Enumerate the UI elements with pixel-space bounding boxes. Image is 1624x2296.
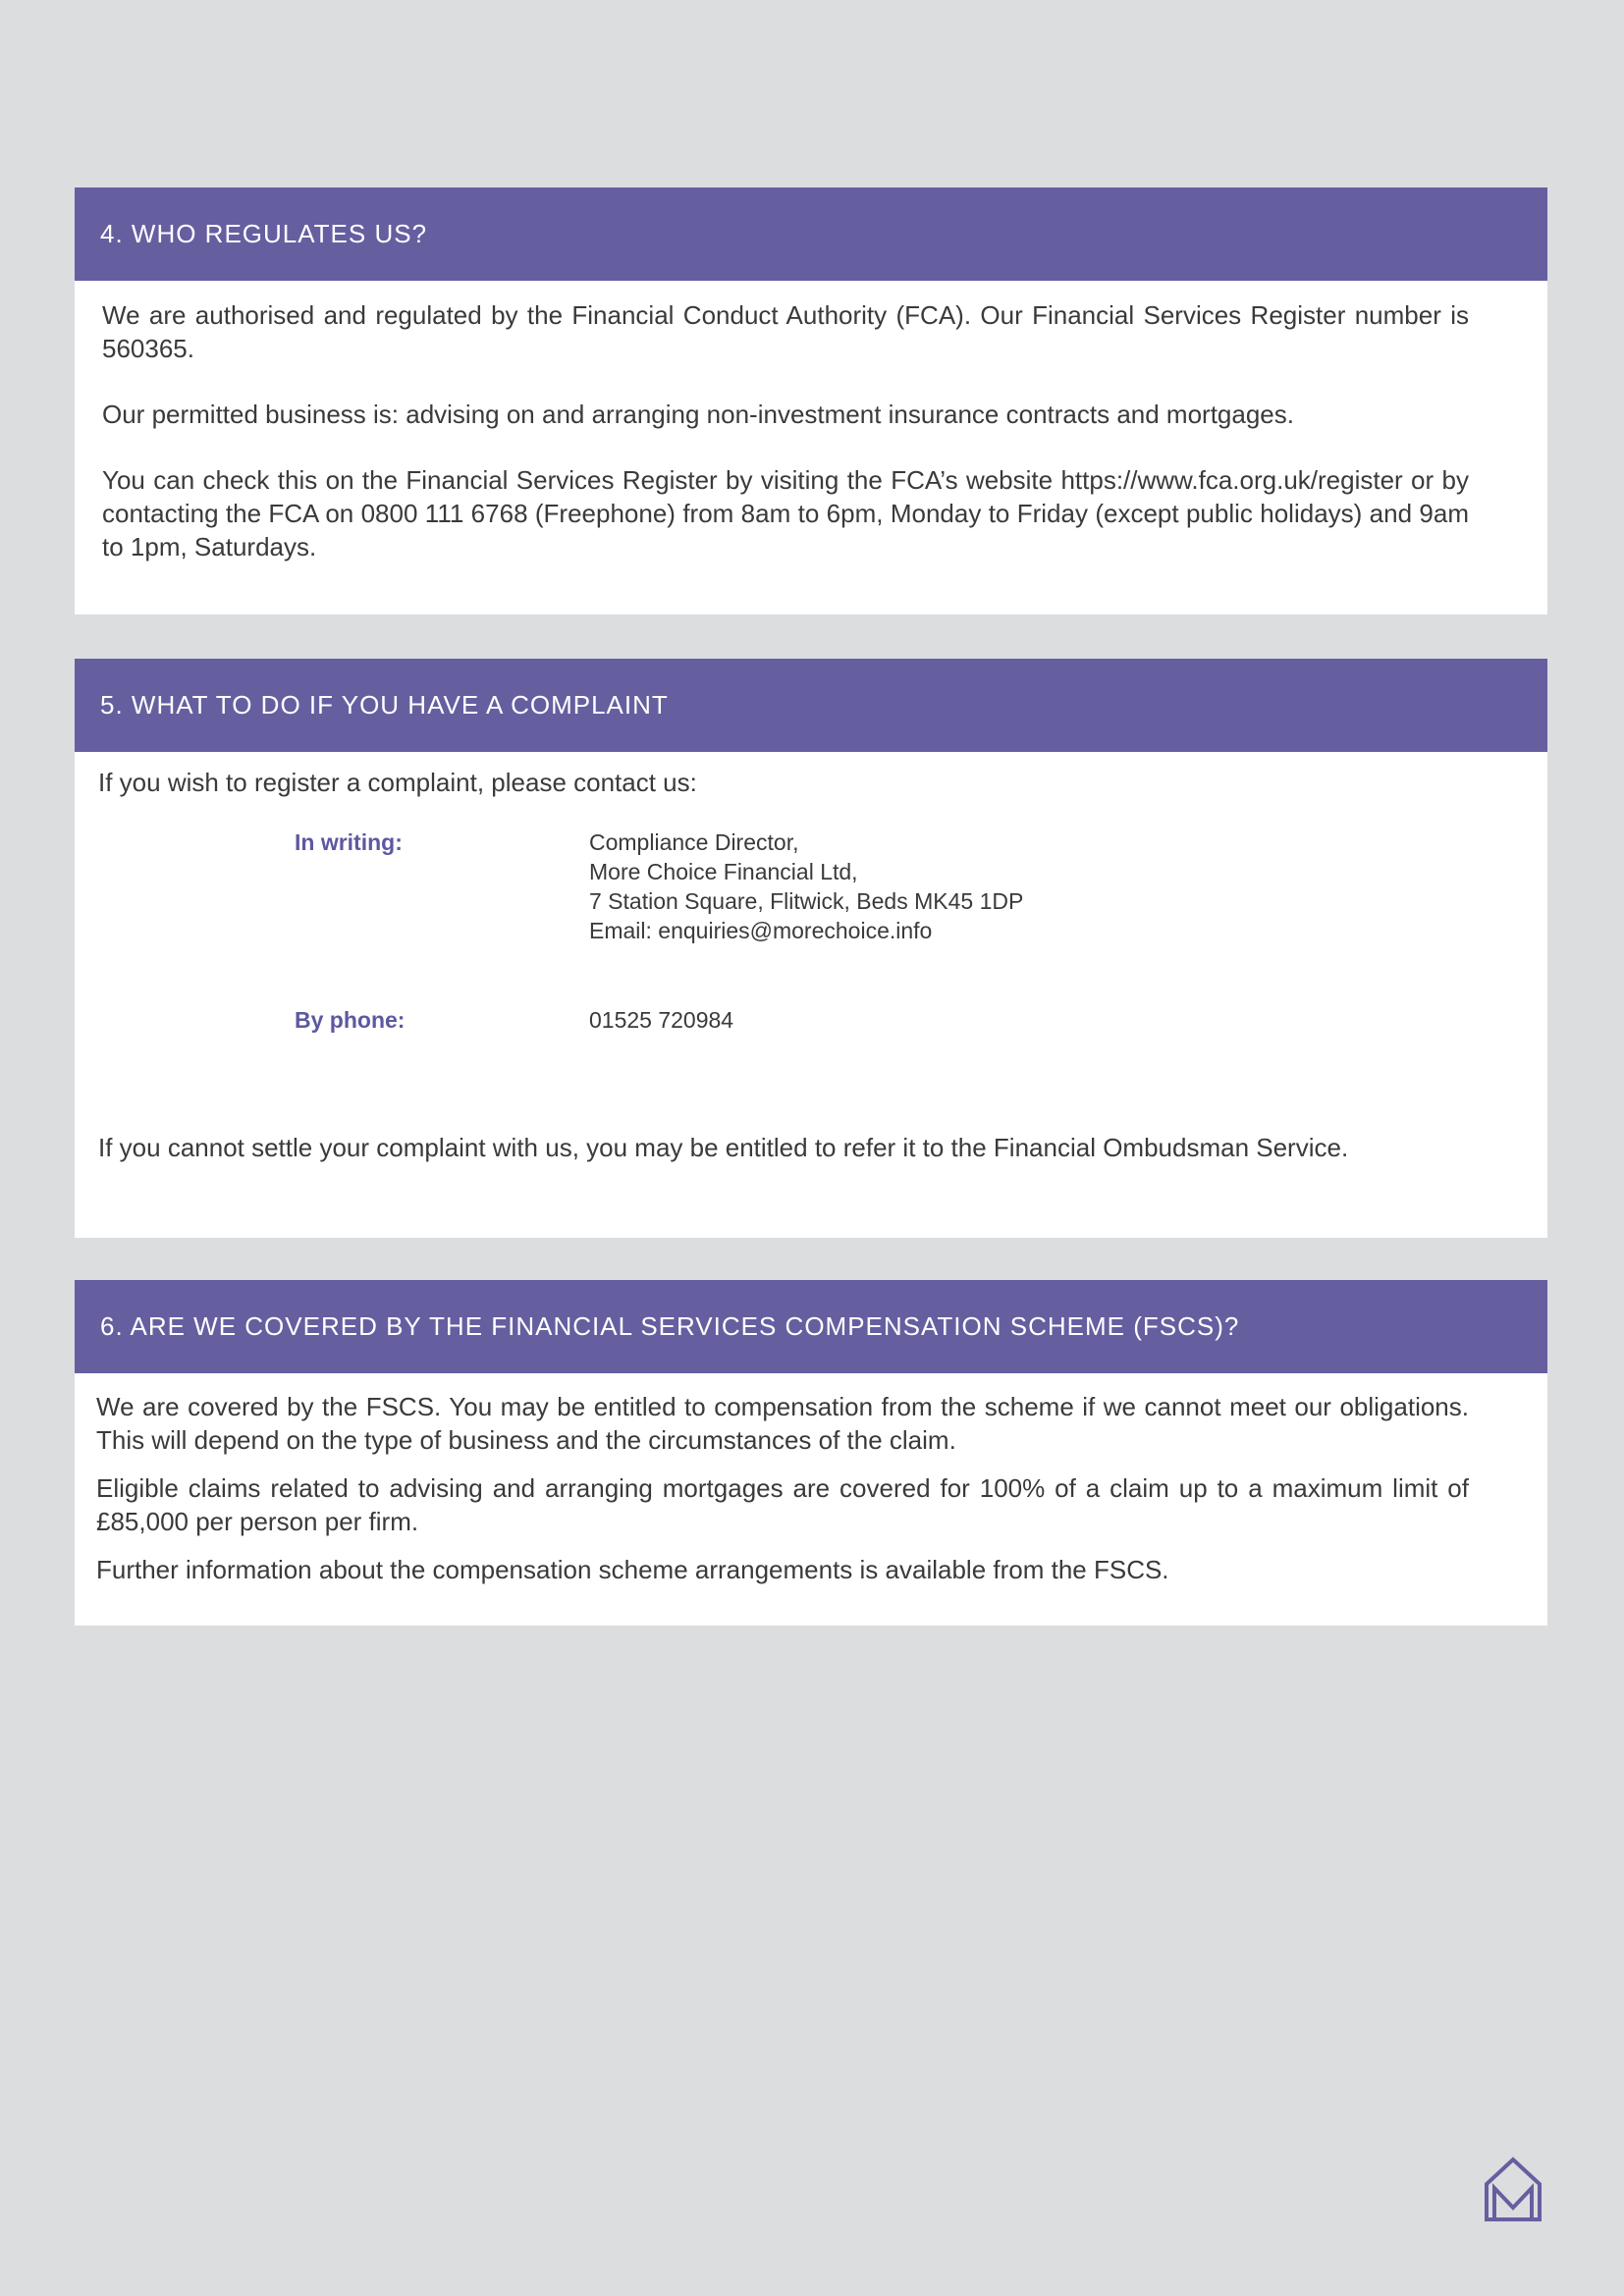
fscs-section <box>75 1280 1547 1626</box>
regulator-paragraph: Our permitted business is: advising on and arranging non-investment insurance contracts and mortgages. <box>102 400 1294 429</box>
address-line: 7 Station Square, Flitwick, Beds MK45 1DP <box>589 888 1024 914</box>
regulator-paragraph: You can check this on the Financial Services Register by visiting the FCA’s website https://www.fca.org.uk/register or by contacting the FCA on 0800 111 6768 (Freephone) from 8am to 6pm, Monday to Friday (except public holidays) and 9am to 1pm, Saturdays. <box>102 465 1469 561</box>
complaint-body <box>75 752 1547 1164</box>
address-line: More Choice Financial Ltd, <box>589 859 858 884</box>
complaint-intro: If you wish to register a complaint, please contact us: <box>98 768 697 797</box>
regulator-body <box>75 281 1547 563</box>
contact-phone-value: 01525 720984 <box>589 1007 734 1033</box>
address-line: Compliance Director, <box>589 829 799 855</box>
house-m-logo-icon <box>1483 2155 1543 2223</box>
contact-phone-label: By phone: <box>295 1007 406 1033</box>
complaint-outro: If you cannot settle your complaint with us, you may be entitled to refer it to the Financial Ombudsman Service. <box>98 1133 1349 1162</box>
email-line: Email: enquiries@morechoice.info <box>589 918 933 943</box>
complaint-heading: 5. WHAT TO DO IF YOU HAVE A COMPLAINT <box>75 659 1547 752</box>
contact-writing-row <box>295 828 1469 945</box>
fscs-paragraph: Further information about the compensation scheme arrangements is available from the FSCS. <box>96 1555 1169 1584</box>
complaint-section <box>75 659 1547 1238</box>
regulator-heading: 4. WHO REGULATES US? <box>75 187 1547 281</box>
regulator-paragraph: We are authorised and regulated by the Financial Conduct Authority (FCA). Our Financial Services Register number is 560365. <box>102 300 1469 363</box>
contact-phone-row <box>295 1005 1469 1035</box>
fscs-paragraph: Eligible claims related to advising and arranging mortgages are covered for 100% of a claim up to a maximum limit of £85,000 per person per firm. <box>96 1473 1469 1536</box>
fscs-body <box>75 1373 1547 1586</box>
fscs-heading: 6. ARE WE COVERED BY THE FINANCIAL SERVICES COMPENSATION SCHEME (FSCS)? <box>75 1280 1547 1373</box>
contact-address <box>589 828 1023 945</box>
contact-writing-label: In writing: <box>295 829 403 855</box>
regulator-section <box>75 187 1547 614</box>
fscs-paragraph: We are covered by the FSCS. You may be entitled to compensation from the scheme if we cannot meet our obligations. This will depend on the type of business and the circumstances of the claim. <box>96 1392 1469 1455</box>
